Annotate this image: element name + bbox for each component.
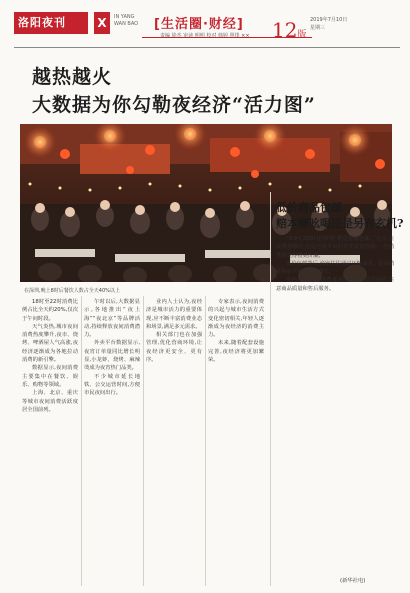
paragraph: 外卖平台数据显示,夜宵订单量同比增长明显,小龙虾、烧烤、麻辣烫成为夜宵热门品类。 (84, 340, 140, 372)
header-divider (14, 47, 400, 48)
paragraph: 数据显示,夜间消费主要集中在餐饮、娱乐、购物等领域。 (22, 365, 78, 388)
page-number (272, 18, 306, 42)
masthead-logo: 洛阳夜刊 (14, 12, 88, 34)
paragraph: 上海、北京、重庆等城市夜间消费活跃度居全国前列。 (22, 390, 78, 413)
paragraph: 午时以后,大数据显示,各地推出“夜上海”“夜北京”等品牌活动,持续释放夜间消费潜力。 (84, 299, 140, 339)
paragraph: 天气炎热,城市夜间消费热度攀升,夜市、烧烤、啤酒屋人气高涨,夜经济逐渐成为各地拉动消费的新引擎。 (22, 323, 78, 364)
paragraph: 业内人士认为,夜经济是城市活力的重要体现,应不断丰富消费业态和场景,满足多元需求。 (146, 299, 202, 330)
side-story-subtitle: 赔本赚吆喝还是另有玄机? (276, 217, 404, 230)
article-column-4 (208, 298, 264, 364)
page-weekday: 星期三 (310, 25, 326, 31)
section-title: [生活圈·财经] (154, 17, 244, 32)
editors-line: 责编 徐杰 审读 明明 校对 韩婷 照排 ×× (160, 33, 250, 39)
paragraph: 18时至22时消费比例占比全天约20%,仅次于午间时段。 (22, 299, 78, 322)
page-number-label: 版 (297, 30, 307, 40)
page-date-block (310, 16, 400, 32)
side-story-divider (270, 192, 271, 586)
masthead-english: IN YANG WAN BAO (114, 14, 139, 27)
article-kicker: 越热越火 (32, 66, 113, 88)
article-column-1 (22, 298, 78, 414)
column-divider (143, 296, 144, 586)
column-divider (81, 296, 82, 586)
paragraph: 不少城市延长地铁、公交运营时间,方便市民夜间出行。 (84, 373, 140, 397)
paragraph: 低价包邮背后,商家往往通过压缩成本、提高销量换取平台流量和曝光。 (276, 260, 394, 276)
page-date: 2019年7月10日 (310, 17, 348, 23)
side-story-byline: (新华社电) (340, 578, 366, 584)
column-divider (205, 296, 206, 586)
photo-caption: 在深圳,晚上8时后餐饮人数占全天40%以上 (24, 288, 120, 294)
side-story-body (276, 235, 394, 293)
article-column-2 (84, 298, 140, 398)
paragraph: 专家表示,夜间消费的兴起与城市生活方式变化密切相关,年轻人逐渐成为夜经济的消费主力。 (208, 299, 264, 339)
paragraph: 未来,随着配套设施完善,夜经济将更加繁荣。 (208, 340, 264, 364)
side-story-title: 低价商品包邮 (276, 201, 342, 214)
article-column-3 (146, 298, 202, 364)
paragraph: “9.9元200只拉杆袋,赠送运输包邮。”近日,在消费者眼中,这是电商平台的常见促销套路,一些消费者觉得物美价廉。 (276, 236, 394, 259)
paragraph: 相关部门也在加强管理,优化营商环境,让夜经济更安全、更有序。 (146, 332, 202, 364)
page-number-value: 12 (272, 18, 298, 42)
paragraph: 业内人士提醒,消费者应理性看待低价促销,注意商品质量和售后服务。 (276, 277, 394, 292)
masthead-x-mark: X (94, 12, 110, 34)
article-headline: 大数据为你勾勒夜经济“活力图” (32, 94, 316, 116)
